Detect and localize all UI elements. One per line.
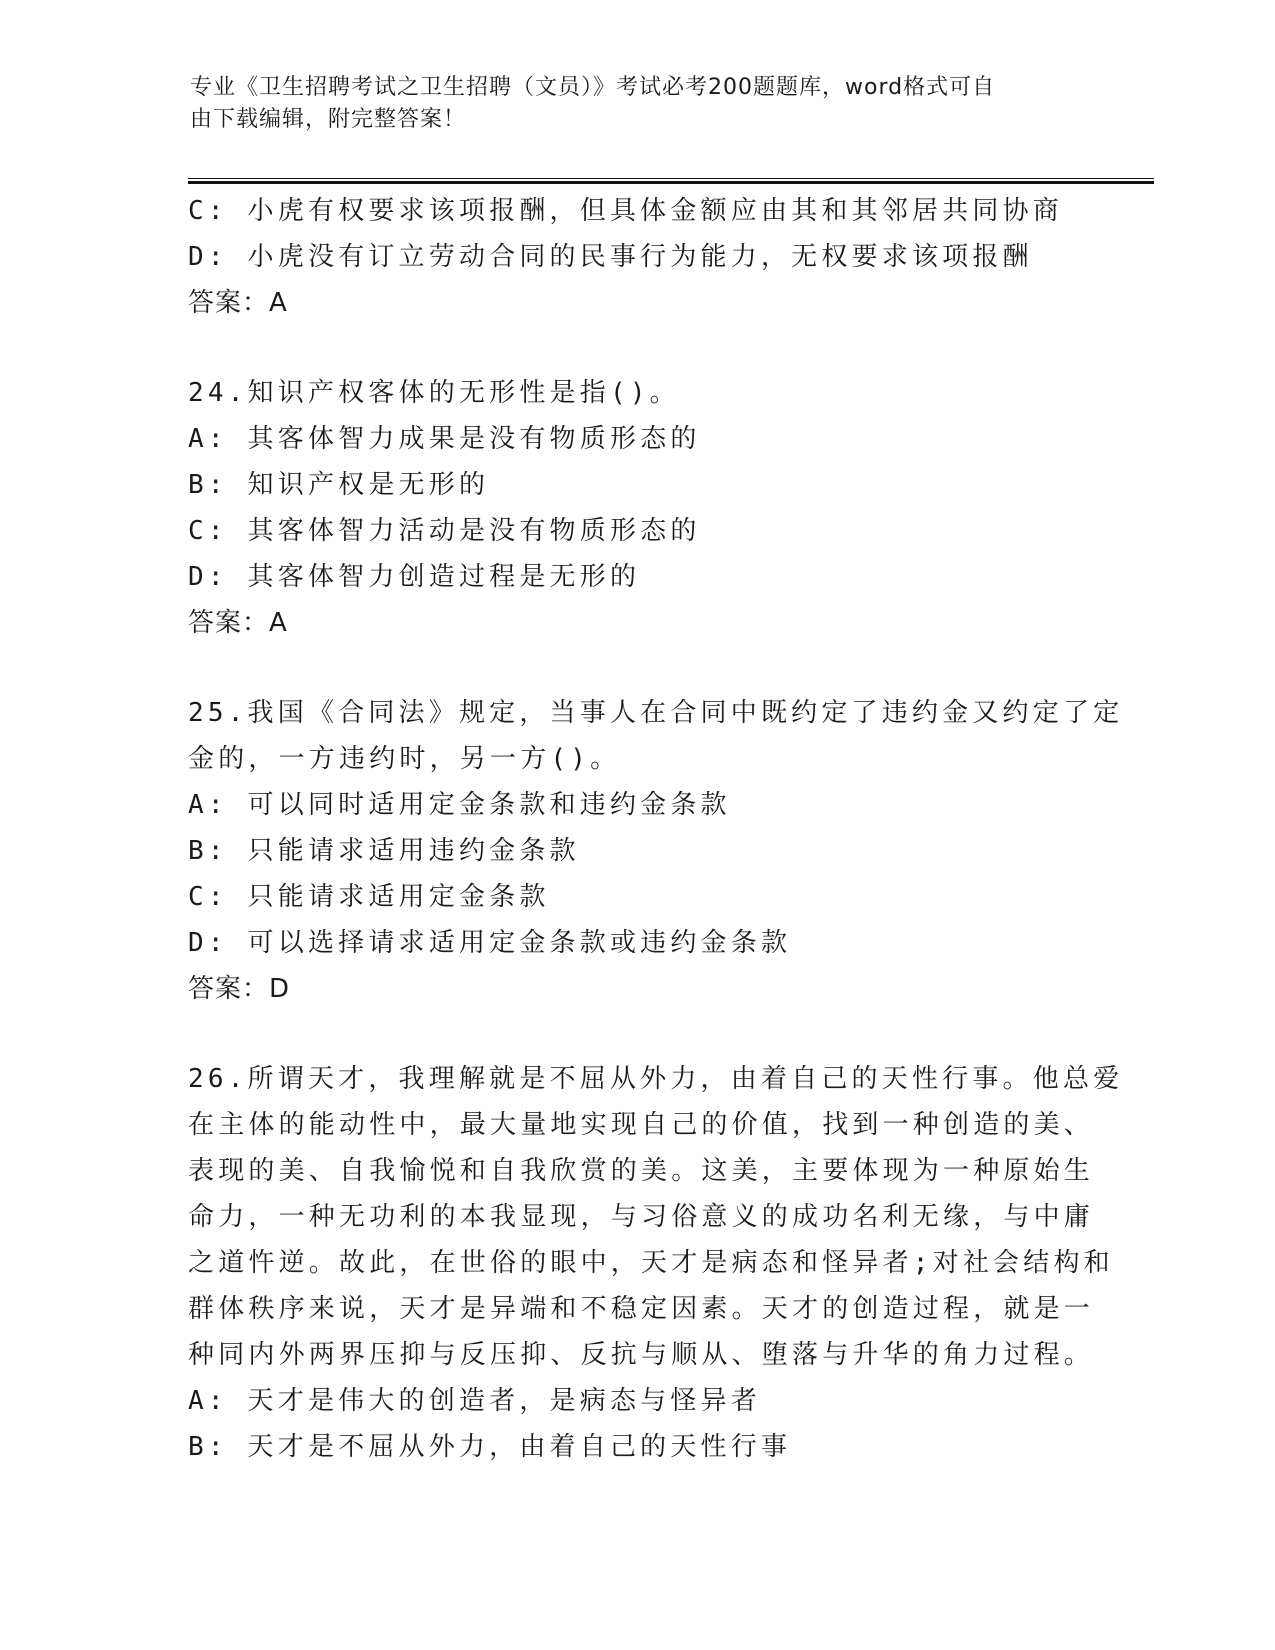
question-23 [188,188,1088,326]
q26-stem-line-6: 群体秩序来说，天才是异端和不稳定因素。天才的创造过程，就是一 [188,1294,1095,1324]
q24-option-d: D: 其客体智力创造过程是无形的 [188,562,641,592]
q24-option-b: B: 知识产权是无形的 [188,470,490,500]
header-title-line-1: 专业《卫生招聘考试之卫生招聘（文员）》考试必考200题题库，word格式可自 [190,75,996,100]
q26-stem-line-1: 26.所谓天才，我理解就是不屈从外力，由着自己的天性行事。他总爱 [188,1064,1124,1094]
q24-option-a: A: 其客体智力成果是没有物质形态的 [188,424,701,454]
q25-option-c: C: 只能请求适用定金条款 [188,882,550,912]
q26-stem-line-3: 表现的美、自我愉悦和自我欣赏的美。这美，主要体现为一种原始生 [188,1156,1095,1186]
q25-stem-line-2: 金的，一方违约时，另一方()。 [188,744,621,774]
question-26 [188,1056,1124,1470]
q26-option-a: A: 天才是伟大的创造者，是病态与怪异者 [188,1386,761,1416]
header-divider-thick [188,181,1154,184]
q23-option-c: C: 小虎有权要求该项报酬，但具体金额应由其和其邻居共同协商 [188,196,1063,226]
q25-answer: 答案：D [188,974,291,1004]
q23-option-d: D: 小虎没有订立劳动合同的民事行为能力，无权要求该项报酬 [188,242,1033,272]
document-header [190,72,1090,136]
header-divider-thin [188,178,1154,179]
q25-option-a: A: 可以同时适用定金条款和违约金条款 [188,790,731,820]
header-title-line-2: 由下载编辑，附完整答案！ [190,107,467,132]
q25-option-b: B: 只能请求适用违约金条款 [188,836,580,866]
q26-stem-line-2: 在主体的能动性中，最大量地实现自己的价值，找到一种创造的美、 [188,1110,1095,1140]
question-list [188,188,1124,1470]
question-24 [188,370,1088,646]
q24-option-c: C: 其客体智力活动是没有物质形态的 [188,516,701,546]
q26-stem-line-7: 种同内外两界压抑与反压抑、反抗与顺从、堕落与升华的角力过程。 [188,1340,1095,1370]
q23-answer: 答案：A [188,288,288,318]
q26-stem-line-5: 之道忤逆。故此，在世俗的眼中，天才是病态和怪异者;对社会结构和 [188,1248,1114,1278]
q26-option-b: B: 天才是不屈从外力，由着自己的天性行事 [188,1432,792,1462]
q24-answer: 答案：A [188,608,288,638]
q25-option-d: D: 可以选择请求适用定金条款或违约金条款 [188,928,792,958]
question-25 [188,690,1124,1012]
q25-stem-line-1: 25.我国《合同法》规定，当事人在合同中既约定了违约金又约定了定 [188,698,1124,728]
q26-stem-line-4: 命力，一种无功利的本我显现，与习俗意义的成功名利无缘，与中庸 [188,1202,1095,1232]
q24-stem: 24.知识产权客体的无形性是指()。 [188,378,680,408]
